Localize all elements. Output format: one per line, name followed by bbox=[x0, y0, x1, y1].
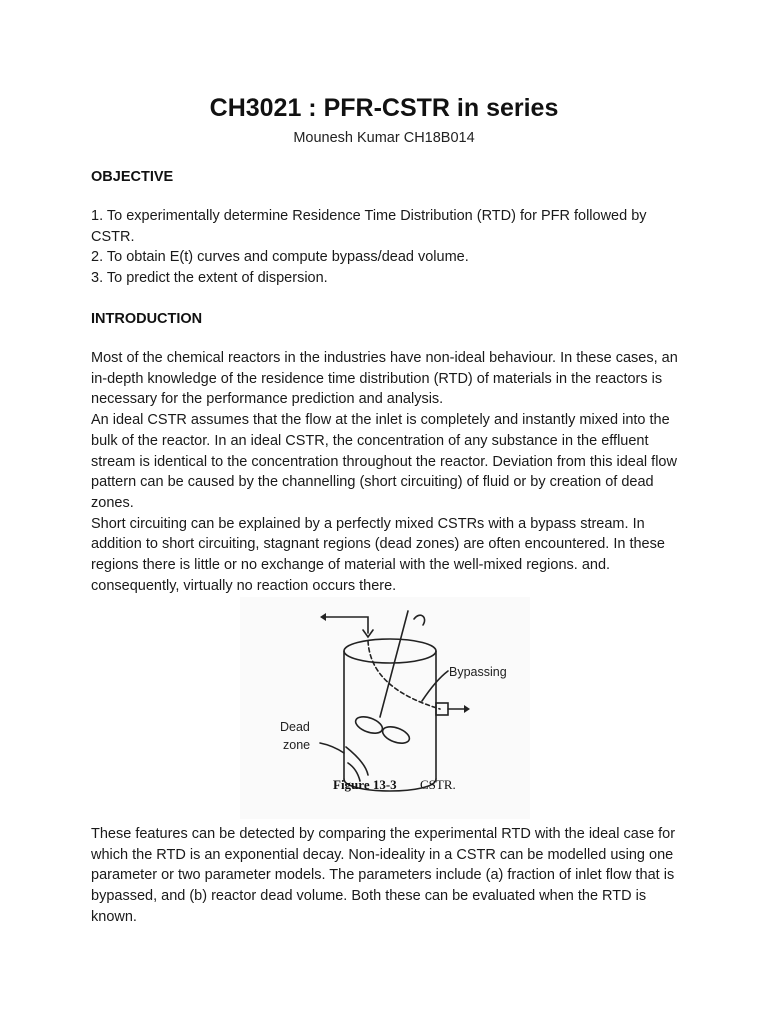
author-line: Mounesh Kumar CH18B014 bbox=[293, 130, 475, 146]
impeller-blade-right bbox=[380, 724, 411, 747]
inlet-pipe bbox=[322, 617, 368, 633]
figure-number: Figure 13-3 bbox=[333, 777, 397, 792]
dead-zone-hatch bbox=[346, 747, 368, 775]
stirrer-shaft bbox=[380, 611, 408, 717]
rotation-arrow-icon bbox=[414, 615, 425, 625]
objective-list bbox=[91, 206, 681, 289]
outlet-nozzle bbox=[436, 703, 448, 715]
bypassing-label: Bypassing bbox=[449, 665, 507, 679]
closing-paragraph-block bbox=[91, 824, 681, 928]
introduction-body bbox=[91, 348, 681, 596]
bypass-stream bbox=[368, 641, 440, 709]
intro-paragraph: Most of the chemical reactors in the industries have non-ideal behaviour. In these cases, an in-depth knowledge of the residence time distribution (RTD) of materials in the reactors is necessary for the performance prediction and analysis. bbox=[91, 350, 678, 408]
objective-heading: OBJECTIVE bbox=[91, 169, 174, 185]
outlet-arrow-icon bbox=[464, 705, 470, 713]
dead-label: Dead bbox=[280, 720, 310, 734]
objective-item: 1. To experimentally determine Residence Time Distribution (RTD) for PFR followed by CSTR. bbox=[91, 208, 647, 245]
inlet-arrow-icon bbox=[320, 613, 326, 621]
closing-paragraph: These features can be detected by comparing the experimental RTD with the ideal case for which the RTD is an exponential decay. Non-ideality in a CSTR can be modelled using one parameter or two parameter models. The parameters include (a) fraction of inlet flow that is bypassed, and (b) reactor dead volume. Both these can be evaluated when the RTD is known. bbox=[91, 826, 676, 925]
intro-paragraph: An ideal CSTR assumes that the flow at the inlet is completely and instantly mixed into the bulk of the reactor. In an ideal CSTR, the concentration of any substance in the effluent stream is identical to the concentration throughout the reactor. Deviation from this ideal flow pattern can be caused by the channelling (short circuiting) of fluid or by creation of dead zones. bbox=[91, 412, 677, 511]
zone-label: zone bbox=[283, 738, 311, 752]
tank-top-rim bbox=[344, 639, 436, 663]
cstr-diagram bbox=[240, 597, 530, 819]
figure-caption-text: CSTR. bbox=[420, 777, 456, 792]
intro-paragraph: Short circuiting can be explained by a perfectly mixed CSTRs with a bypass stream. In addition to short circuiting, stagnant regions (dead zones) are often encountered. In these regions there is little or no exchange of material with the well-mixed regions. and. consequently, virtually no reaction occurs there. bbox=[91, 515, 665, 594]
objective-item: 3. To predict the extent of dispersion. bbox=[91, 270, 328, 287]
bypass-leader-line bbox=[422, 671, 448, 701]
page-title: CH3021 : PFR-CSTR in series bbox=[209, 94, 559, 122]
objective-item: 2. To obtain E(t) curves and compute bypass/dead volume. bbox=[91, 249, 469, 266]
introduction-heading: INTRODUCTION bbox=[91, 311, 203, 327]
dead-zone-leader-line bbox=[320, 743, 344, 753]
cstr-figure bbox=[240, 597, 530, 819]
